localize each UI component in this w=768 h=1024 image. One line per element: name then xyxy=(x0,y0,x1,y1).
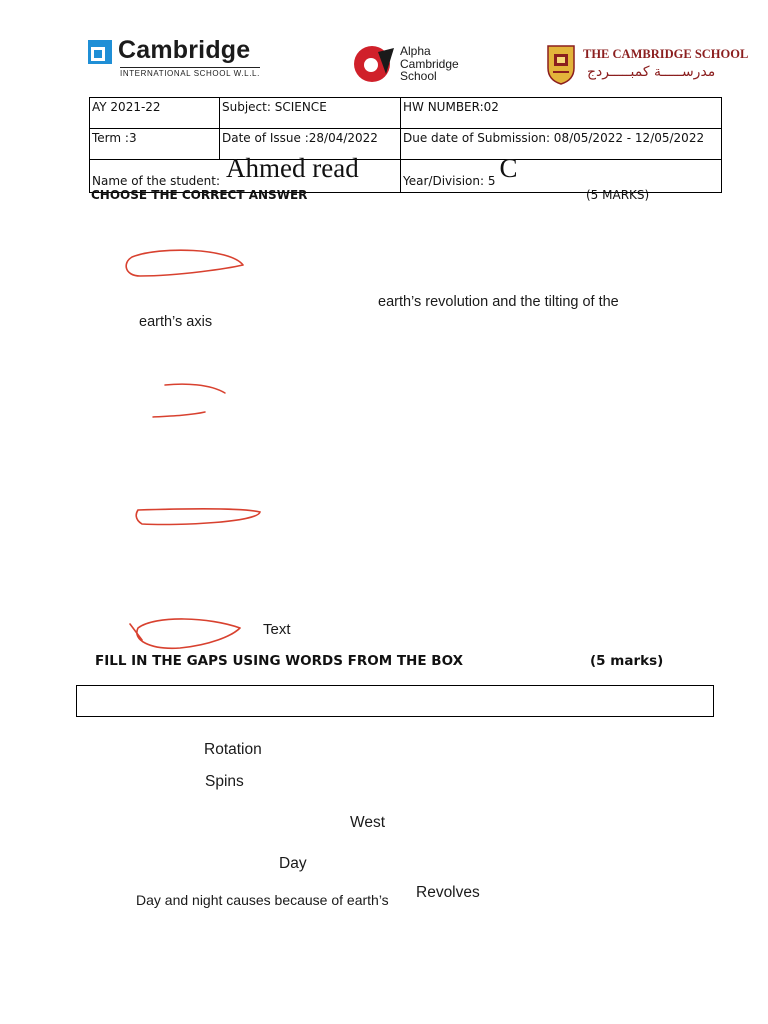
alpha-cambridge-logo xyxy=(352,44,482,86)
word-spins[interactable]: Spins xyxy=(205,773,244,790)
section1-marks: (5 MARKS) xyxy=(586,188,650,202)
word-west[interactable]: West xyxy=(350,814,386,831)
answer-option-text-line2: earth’s axis xyxy=(139,314,213,330)
alpha-logo-line2: Cambridge xyxy=(400,56,459,71)
word-rotation[interactable]: Rotation xyxy=(204,741,262,758)
year-division-cell[interactable] xyxy=(401,153,722,193)
text-placeholder-label[interactable]: Text xyxy=(263,621,291,638)
ink-circle-answer-1 xyxy=(126,250,243,276)
fill-in-gaps-heading: FILL IN THE GAPS USING WORDS FROM THE BOX xyxy=(95,653,463,669)
division-handwritten[interactable]: C xyxy=(499,153,518,183)
academic-year-cell: AY 2021-22 xyxy=(90,98,220,129)
hw-number-cell: HW NUMBER:02 xyxy=(401,98,722,129)
student-name-label: Name of the student: xyxy=(92,174,221,188)
tcs-logo-arabic: مدرســـــة كمبـــــردج xyxy=(587,64,716,80)
ink-circle-answer-3 xyxy=(136,509,260,525)
alpha-mark-icon xyxy=(352,44,396,84)
ink-circle-answer-4 xyxy=(137,619,240,648)
alpha-logo-line3: School xyxy=(400,69,437,83)
table-row xyxy=(90,98,722,129)
choose-correct-answer-heading: CHOOSE THE CORRECT ANSWER xyxy=(91,188,308,202)
the-cambridge-school-logo xyxy=(545,42,749,86)
table-row xyxy=(90,129,722,160)
homework-info-table xyxy=(89,97,722,193)
word-revolves[interactable]: Revolves xyxy=(416,884,480,901)
cambridge-mark-icon xyxy=(88,40,112,64)
fill-gap-sentence-1: Day and night causes because of earth’s xyxy=(136,892,389,908)
cambridge-international-logo xyxy=(88,38,268,78)
answer-option-text-line1: earth’s revolution and the tilting of the xyxy=(378,294,619,310)
term-cell: Term :3 xyxy=(90,129,220,160)
ink-stroke-answer-2b xyxy=(153,412,205,417)
subject-cell: Subject: SCIENCE xyxy=(220,98,401,129)
cambridge-logo-name: Cambridge xyxy=(118,36,251,64)
year-division-label: Year/Division: 5 xyxy=(403,174,496,188)
alpha-logo-line1: Alpha xyxy=(400,44,431,58)
cambridge-logo-subtitle: INTERNATIONAL SCHOOL W.L.L. xyxy=(120,69,260,78)
tcs-logo-english: THE CAMBRIDGE SCHOOL xyxy=(583,47,749,61)
school-crest-icon xyxy=(545,42,577,86)
section2-marks: (5 marks) xyxy=(590,653,664,669)
student-name-handwritten[interactable]: Ahmed read xyxy=(226,153,359,183)
ink-cross-mark xyxy=(130,624,142,640)
word-day[interactable]: Day xyxy=(279,855,307,872)
due-date-cell: Due date of Submission: 08/05/2022 - 12/05/2022 xyxy=(401,129,722,160)
ink-stroke-answer-2a xyxy=(165,384,225,393)
date-of-issue-cell: Date of Issue :28/04/2022 xyxy=(220,129,401,160)
word-box xyxy=(76,685,714,717)
